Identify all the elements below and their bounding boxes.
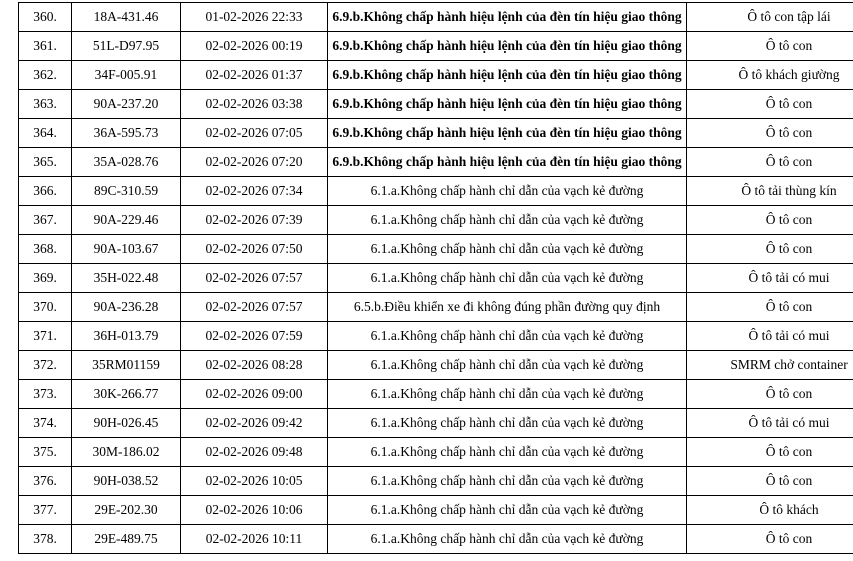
plate-number-cell: 90H-038.52	[72, 467, 181, 496]
vehicle-type-cell: Ô tô con	[687, 90, 853, 119]
violation-description-cell: 6.9.b.Không chấp hành hiệu lệnh của đèn tín hiệu giao thông	[328, 90, 687, 119]
plate-number-cell: 90A-103.67	[72, 235, 181, 264]
violation-time-cell: 02-02-2026 09:00	[181, 380, 328, 409]
vehicle-type-cell: Ô tô con	[687, 148, 853, 177]
plate-number-cell: 36H-013.79	[72, 322, 181, 351]
row-index-cell: 364.	[19, 119, 72, 148]
vehicle-type-cell: Ô tô con	[687, 119, 853, 148]
violation-description-cell: 6.9.b.Không chấp hành hiệu lệnh của đèn tín hiệu giao thông	[328, 32, 687, 61]
violation-description-cell: 6.1.a.Không chấp hành chỉ dẫn của vạch kẻ đường	[328, 467, 687, 496]
row-index-cell: 366.	[19, 177, 72, 206]
table-row	[19, 61, 853, 90]
row-index-cell: 376.	[19, 467, 72, 496]
table-row	[19, 438, 853, 467]
violation-time-cell: 02-02-2026 00:19	[181, 32, 328, 61]
vehicle-type-cell: Ô tô khách giường	[687, 61, 853, 90]
table-row	[19, 32, 853, 61]
vehicle-type-cell: SMRM chở container	[687, 351, 853, 380]
table-row	[19, 235, 853, 264]
row-index-cell: 368.	[19, 235, 72, 264]
violation-description-cell: 6.1.a.Không chấp hành chỉ dẫn của vạch kẻ đường	[328, 206, 687, 235]
table-row	[19, 90, 853, 119]
vehicle-type-cell: Ô tô con	[687, 32, 853, 61]
violation-time-cell: 02-02-2026 10:11	[181, 525, 328, 554]
vehicle-type-cell: Ô tô tải có mui	[687, 264, 853, 293]
vehicle-type-cell: Ô tô con	[687, 438, 853, 467]
violation-time-cell: 02-02-2026 10:06	[181, 496, 328, 525]
violation-time-cell: 02-02-2026 09:42	[181, 409, 328, 438]
violations-table-body	[19, 3, 853, 554]
row-index-cell: 369.	[19, 264, 72, 293]
plate-number-cell: 29E-489.75	[72, 525, 181, 554]
violation-description-cell: 6.9.b.Không chấp hành hiệu lệnh của đèn tín hiệu giao thông	[328, 148, 687, 177]
violation-time-cell: 02-02-2026 10:05	[181, 467, 328, 496]
row-index-cell: 360.	[19, 3, 72, 32]
violation-time-cell: 01-02-2026 22:33	[181, 3, 328, 32]
violation-time-cell: 02-02-2026 07:57	[181, 293, 328, 322]
violation-time-cell: 02-02-2026 07:20	[181, 148, 328, 177]
row-index-cell: 374.	[19, 409, 72, 438]
table-row	[19, 496, 853, 525]
violation-description-cell: 6.1.a.Không chấp hành chỉ dẫn của vạch kẻ đường	[328, 525, 687, 554]
plate-number-cell: 90H-026.45	[72, 409, 181, 438]
table-row	[19, 119, 853, 148]
violation-description-cell: 6.1.a.Không chấp hành chỉ dẫn của vạch kẻ đường	[328, 177, 687, 206]
vehicle-type-cell: Ô tô con tập lái	[687, 3, 853, 32]
plate-number-cell: 89C-310.59	[72, 177, 181, 206]
vehicle-type-cell: Ô tô con	[687, 206, 853, 235]
plate-number-cell: 51L-D97.95	[72, 32, 181, 61]
table-row	[19, 322, 853, 351]
violation-description-cell: 6.1.a.Không chấp hành chỉ dẫn của vạch kẻ đường	[328, 380, 687, 409]
violation-time-cell: 02-02-2026 08:28	[181, 351, 328, 380]
violation-time-cell: 02-02-2026 03:38	[181, 90, 328, 119]
plate-number-cell: 30M-186.02	[72, 438, 181, 467]
vehicle-type-cell: Ô tô tải thùng kín	[687, 177, 853, 206]
violations-table	[18, 2, 853, 554]
row-index-cell: 371.	[19, 322, 72, 351]
violation-description-cell: 6.1.a.Không chấp hành chỉ dẫn của vạch kẻ đường	[328, 409, 687, 438]
row-index-cell: 375.	[19, 438, 72, 467]
row-index-cell: 372.	[19, 351, 72, 380]
violation-time-cell: 02-02-2026 07:57	[181, 264, 328, 293]
vehicle-type-cell: Ô tô khách	[687, 496, 853, 525]
plate-number-cell: 34F-005.91	[72, 61, 181, 90]
row-index-cell: 370.	[19, 293, 72, 322]
row-index-cell: 377.	[19, 496, 72, 525]
violation-description-cell: 6.5.b.Điều khiển xe đi không đúng phần đường quy định	[328, 293, 687, 322]
table-row	[19, 264, 853, 293]
violation-description-cell: 6.9.b.Không chấp hành hiệu lệnh của đèn tín hiệu giao thông	[328, 3, 687, 32]
vehicle-type-cell: Ô tô con	[687, 380, 853, 409]
violation-description-cell: 6.1.a.Không chấp hành chỉ dẫn của vạch kẻ đường	[328, 264, 687, 293]
row-index-cell: 365.	[19, 148, 72, 177]
violation-description-cell: 6.1.a.Không chấp hành chỉ dẫn của vạch kẻ đường	[328, 322, 687, 351]
vehicle-type-cell: Ô tô con	[687, 235, 853, 264]
row-index-cell: 373.	[19, 380, 72, 409]
table-row	[19, 293, 853, 322]
table-row	[19, 380, 853, 409]
violation-description-cell: 6.9.b.Không chấp hành hiệu lệnh của đèn tín hiệu giao thông	[328, 119, 687, 148]
violation-time-cell: 02-02-2026 01:37	[181, 61, 328, 90]
row-index-cell: 362.	[19, 61, 72, 90]
plate-number-cell: 30K-266.77	[72, 380, 181, 409]
plate-number-cell: 29E-202.30	[72, 496, 181, 525]
violation-time-cell: 02-02-2026 07:05	[181, 119, 328, 148]
plate-number-cell: 35RM01159	[72, 351, 181, 380]
plate-number-cell: 36A-595.73	[72, 119, 181, 148]
violation-description-cell: 6.1.a.Không chấp hành chỉ dẫn của vạch kẻ đường	[328, 496, 687, 525]
table-row	[19, 351, 853, 380]
plate-number-cell: 90A-229.46	[72, 206, 181, 235]
vehicle-type-cell: Ô tô con	[687, 525, 853, 554]
plate-number-cell: 35A-028.76	[72, 148, 181, 177]
vehicle-type-cell: Ô tô tải có mui	[687, 409, 853, 438]
table-row	[19, 206, 853, 235]
vehicle-type-cell: Ô tô tải có mui	[687, 322, 853, 351]
violation-time-cell: 02-02-2026 07:50	[181, 235, 328, 264]
vehicle-type-cell: Ô tô con	[687, 293, 853, 322]
plate-number-cell: 35H-022.48	[72, 264, 181, 293]
table-row	[19, 148, 853, 177]
table-row	[19, 3, 853, 32]
plate-number-cell: 90A-236.28	[72, 293, 181, 322]
violation-time-cell: 02-02-2026 07:59	[181, 322, 328, 351]
violation-time-cell: 02-02-2026 07:34	[181, 177, 328, 206]
vehicle-type-cell: Ô tô con	[687, 467, 853, 496]
violation-description-cell: 6.9.b.Không chấp hành hiệu lệnh của đèn tín hiệu giao thông	[328, 61, 687, 90]
row-index-cell: 361.	[19, 32, 72, 61]
violation-time-cell: 02-02-2026 07:39	[181, 206, 328, 235]
violation-description-cell: 6.1.a.Không chấp hành chỉ dẫn của vạch kẻ đường	[328, 351, 687, 380]
table-row	[19, 525, 853, 554]
violation-time-cell: 02-02-2026 09:48	[181, 438, 328, 467]
row-index-cell: 367.	[19, 206, 72, 235]
table-row	[19, 467, 853, 496]
violation-description-cell: 6.1.a.Không chấp hành chỉ dẫn của vạch kẻ đường	[328, 438, 687, 467]
plate-number-cell: 90A-237.20	[72, 90, 181, 119]
table-row	[19, 409, 853, 438]
table-row	[19, 177, 853, 206]
plate-number-cell: 18A-431.46	[72, 3, 181, 32]
row-index-cell: 363.	[19, 90, 72, 119]
row-index-cell: 378.	[19, 525, 72, 554]
violation-description-cell: 6.1.a.Không chấp hành chỉ dẫn của vạch kẻ đường	[328, 235, 687, 264]
